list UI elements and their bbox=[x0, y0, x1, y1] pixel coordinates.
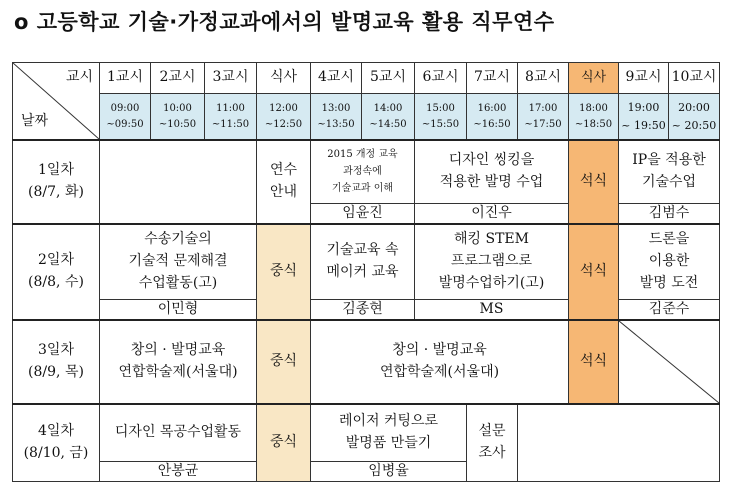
instructor-name: 임윤진 bbox=[311, 203, 415, 224]
time-cell: 09:00 ~09:50 bbox=[100, 94, 151, 141]
session-cell: 디자인 씽킹을 적용한 발명 수업 bbox=[415, 140, 569, 203]
period-header: 3교시 bbox=[205, 63, 257, 94]
period-header: 식사 bbox=[257, 63, 311, 94]
session-cell: 창의 · 발명교육 연합학술제(서울대) bbox=[100, 320, 257, 404]
session-cell: 창의 · 발명교육 연합학술제(서울대) bbox=[311, 320, 569, 404]
time-cell: 12:00 ~12:50 bbox=[257, 94, 311, 141]
lunch-cell: 중식 bbox=[257, 404, 311, 481]
time-cell: 17:00 ~17:50 bbox=[518, 94, 569, 141]
day-cell: 3일차 (8/9, 목) bbox=[13, 320, 100, 404]
session-cell: 수송기술의 기술적 문제해결 수업활동(고) bbox=[100, 224, 257, 300]
time-cell: 13:00 ~13:50 bbox=[311, 94, 362, 141]
period-header: 2교시 bbox=[151, 63, 205, 94]
instructor-name: MS bbox=[415, 300, 569, 321]
session-cell: 레이저 커팅으로 발명품 만들기 bbox=[311, 404, 467, 461]
orientation-cell: 연수 안내 bbox=[257, 140, 311, 224]
corner-cell bbox=[13, 63, 100, 141]
period-header: 6교시 bbox=[415, 63, 467, 94]
dinner-cell: 석식 bbox=[569, 224, 619, 321]
corner-date-label: 날짜 bbox=[21, 113, 49, 130]
period-header: 식사 bbox=[569, 63, 619, 94]
time-cell: 11:00 ~11:50 bbox=[205, 94, 257, 141]
session-cell: 드론을 이용한 발명 도전 bbox=[619, 224, 720, 300]
survey-cell: 설문 조사 bbox=[467, 404, 518, 481]
time-cell: 16:00 ~16:50 bbox=[467, 94, 518, 141]
session-cell: 해킹 STEM 프로그램으로 발명수업하기(고) bbox=[415, 224, 569, 300]
session-cell: 디자인 목공수업활동 bbox=[100, 404, 257, 461]
time-cell: 10:00 ~10:50 bbox=[151, 94, 205, 141]
lunch-cell: 중식 bbox=[257, 320, 311, 404]
corner-period-label: 교시 bbox=[65, 69, 93, 85]
empty-cell bbox=[100, 140, 257, 224]
dinner-cell: 석식 bbox=[569, 140, 619, 224]
instructor-name: 임병율 bbox=[311, 461, 467, 481]
instructor-name: 김종현 bbox=[311, 300, 415, 321]
period-header: 10교시 bbox=[669, 63, 720, 94]
instructor-name: 김준수 bbox=[619, 300, 720, 321]
instructor-name: 안봉균 bbox=[100, 461, 257, 481]
page-title: o 고등학교 기술·가정교과에서의 발명교육 활용 직무연수 bbox=[14, 10, 555, 34]
lunch-cell: 중식 bbox=[257, 224, 311, 321]
period-header: 8교시 bbox=[518, 63, 569, 94]
empty-cell bbox=[518, 404, 720, 481]
session-cell: IP을 적용한 기술수업 bbox=[619, 140, 720, 203]
time-cell: 14:00 ~14:50 bbox=[362, 94, 415, 141]
instructor-name: 김범수 bbox=[619, 203, 720, 224]
period-header: 7교시 bbox=[467, 63, 518, 94]
session-cell: 기술교육 속 메이커 교육 bbox=[311, 224, 415, 300]
time-cell: 20:00 ~ 20:50 bbox=[669, 94, 720, 141]
time-cell: 18:00 ~18:50 bbox=[569, 94, 619, 141]
period-header: 4교시 bbox=[311, 63, 362, 94]
time-cell: 15:00 ~15:50 bbox=[415, 94, 467, 141]
instructor-name: 이진우 bbox=[415, 203, 569, 224]
period-header: 9교시 bbox=[619, 63, 669, 94]
instructor-name: 이민형 bbox=[100, 300, 257, 321]
empty-cell bbox=[619, 320, 720, 404]
session-cell: 2015 개정 교육 과정속에 기술교과 이해 bbox=[311, 140, 415, 203]
day-cell: 1일차 (8/7, 화) bbox=[13, 140, 100, 224]
schedule-table bbox=[12, 62, 720, 482]
day-cell: 2일차 (8/8, 수) bbox=[13, 224, 100, 321]
period-header: 1교시 bbox=[100, 63, 151, 94]
day-cell: 4일차 (8/10, 금) bbox=[13, 404, 100, 481]
dinner-cell: 석식 bbox=[569, 320, 619, 404]
period-header: 5교시 bbox=[362, 63, 415, 94]
time-cell: 19:00 ~ 19:50 bbox=[619, 94, 669, 141]
